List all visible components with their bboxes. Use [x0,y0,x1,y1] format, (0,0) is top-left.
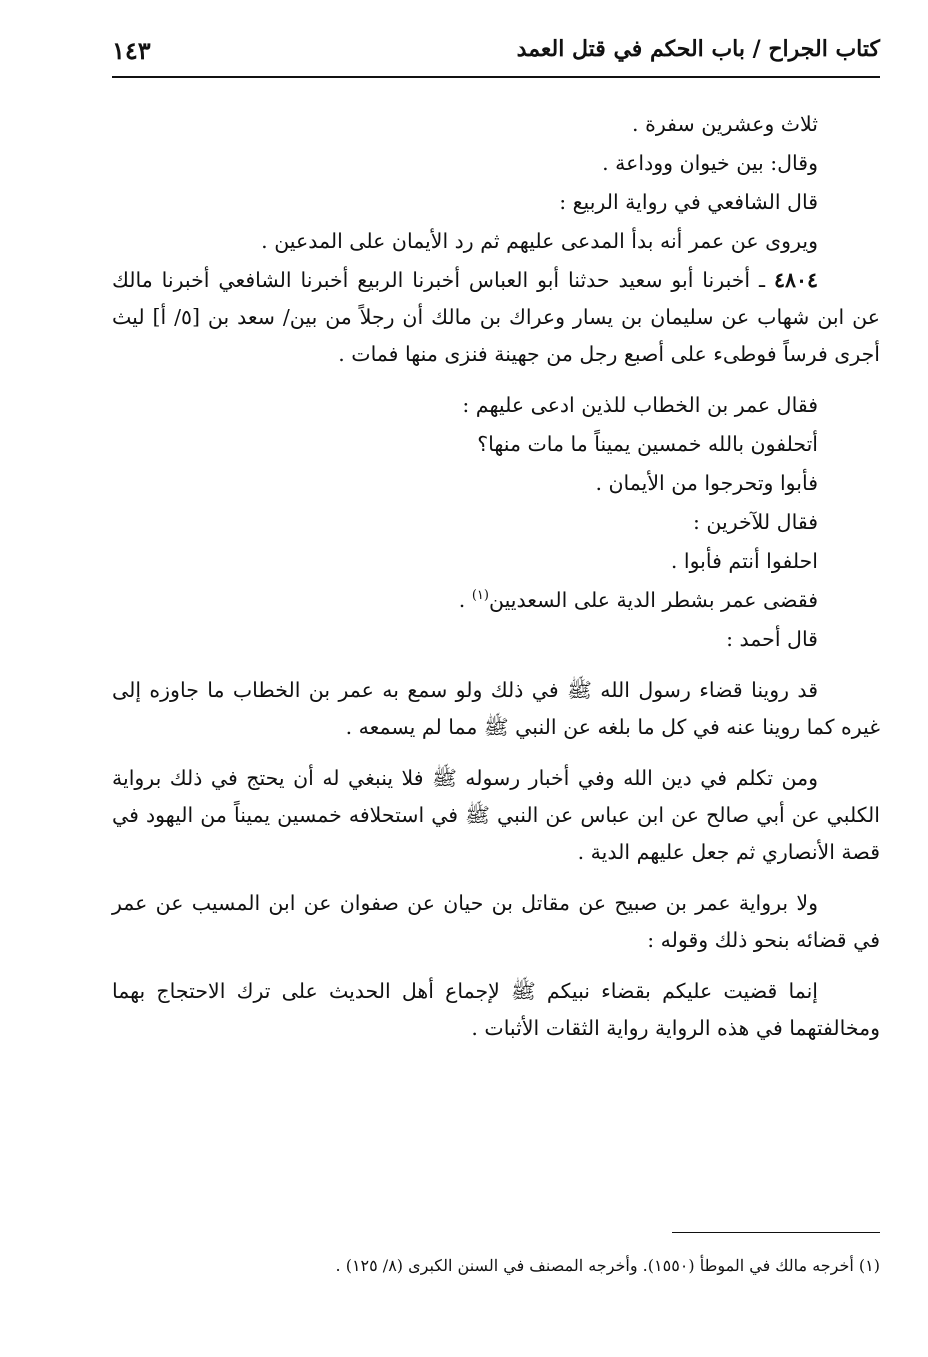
text-line [112,582,880,619]
text-line-content: فقضى عمر بشطر الدية على السعديين [488,588,818,612]
hadith-number: ٤٨٠٤ [773,268,818,292]
text-line: ثلاث وعشرين سفرة . [632,112,818,136]
text-line: أتحلفون بالله خمسين يميناً ما مات منها؟ [477,432,818,456]
footnote: (١) أخرجه مالك في الموطأ (١٥٥٠). وأخرجه المصنف في السنن الكبرى (٨/ ١٢٥) . [335,1256,880,1275]
header-divider [112,76,880,78]
chapter-title: كتاب الجراح / باب الحكم في قتل العمد [516,36,880,62]
text-line: فقال عمر بن الخطاب للذين ادعى عليهم : [462,393,818,417]
hadith-text: ـ أخبرنا أبو سعيد حدثنا أبو العباس أخبرنا الربيع أخبرنا الشافعي أخبرنا مالك عن ابن شهاب عن سليمان بن يسار وعراك بن مالك أن رجلاً من بين/ سعد بن [٥/ أ] ليث أجرى فرساً فوطىء على أصبع رجل من جهينة فنزى منها فمات . [112,268,881,366]
paragraph: إنما قضيت عليكم بقضاء نبيكم ﷺ لإجماع أهل الحديث على ترك الاحتجاج بهما ومخالفتهما في هذه الرواية رواية الثقات الأثبات . [112,979,880,1040]
text-line: فقال للآخرين : [692,510,818,534]
text-line: قال أحمد : [726,627,818,651]
running-header [112,30,880,74]
text-line: ويروى عن عمر أنه بدأ المدعى عليهم ثم رد الأيمان على المدعين . [261,229,818,253]
footnote-divider [672,1232,880,1233]
text-line: وقال: بين خيوان ووداعة . [602,151,818,175]
text-line: احلفوا أنتم فأبوا . [670,549,818,573]
footnote-reference[interactable]: (١) [471,588,489,604]
main-text [112,106,880,1061]
paragraph: ومن تكلم في دين الله وفي أخبار رسوله ﷺ فلا ينبغي له أن يحتج في ذلك برواية الكلبي عن أبي صالح عن ابن عباس عن النبي ﷺ في استحلافه خمسين يميناً من اليهود في قصة الأنصاري ثم جعل عليهم الدية . [112,766,880,864]
hadith-paragraph [112,262,880,373]
text-line-end: . [458,588,472,612]
text-line: فأبوا وتحرجوا من الأيمان . [595,471,818,495]
paragraph: ولا برواية عمر بن صبيح عن مقاتل بن حيان عن صفوان عن ابن المسيب عن عمر في قضائه بنحو ذلك وقوله : [112,891,880,952]
text-line: قال الشافعي في رواية الربيع : [559,190,818,214]
page-number: ١٤٣ [112,36,151,65]
paragraph: قد روينا قضاء رسول الله ﷺ في ذلك ولو سمع به عمر بن الخطاب ما جاوزه إلى غيره كما روينا عنه في كل ما بلغه عن النبي ﷺ مما لم يسمعه . [112,678,880,739]
